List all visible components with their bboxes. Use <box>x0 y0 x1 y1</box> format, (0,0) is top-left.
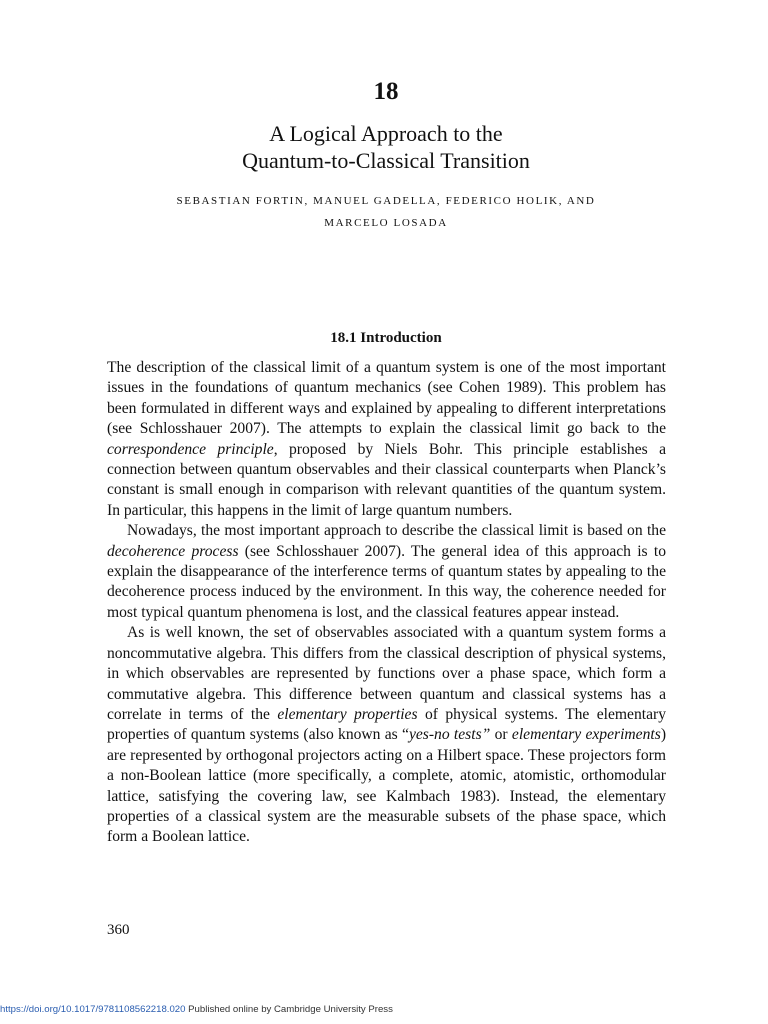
paragraph-1 <box>107 358 666 521</box>
page-number: 360 <box>107 922 130 938</box>
chapter-authors <box>0 190 768 234</box>
paragraph-2 <box>107 521 666 623</box>
paragraph-3 <box>107 623 666 847</box>
body-text <box>107 358 666 848</box>
paragraph-1-text-a: The description of the classical limit of a quantum system is one of the most important issues in the foundations of quantum mechanics (see Cohen 1989). This problem has been formulated in different ways and explained by appealing to different interpretations (see Schlosshauer 2007). The attempts to explain the classical limit go back to the <box>107 359 666 438</box>
section-heading: 18.1 Introduction <box>330 330 442 346</box>
paragraph-1-text-b: , proposed by Niels Bohr. This principle establishes a connection between quantum observables and their classical counterparts when Planck’s constant is small enough in comparison with relevant quantities of the quantum system. In particular, this happens in the limit of large quantum numbers. <box>107 440 666 519</box>
chapter-title <box>0 120 768 174</box>
paragraph-3-text-a: As is well known, the set of observables associated with a quantum system forms a noncommutative algebra. This differs from the classical description of physical systems, in which observables are represented by functions over a phase space, which form a commutative algebra. This difference between quantum and classical systems has a correlate in terms of the <box>107 624 666 723</box>
chapter-title-line-1: A Logical Approach to the <box>269 121 503 146</box>
paragraph-3-text-b: of physical systems. The elementary properties of quantum systems (also known as “ <box>107 705 666 744</box>
chapter-title-line-2: Quantum-to-Classical Transition <box>242 148 530 173</box>
footer <box>0 1004 393 1015</box>
authors-line-1: SEBASTIAN FORTIN, MANUEL GADELLA, FEDERICO HOLIK, AND <box>176 195 596 207</box>
paragraph-3-emphasis-3: elementary experiments <box>511 726 661 744</box>
paragraph-3-emphasis-1: elementary properties <box>277 705 418 723</box>
paragraph-3-emphasis-2: yes-no tests” <box>408 726 491 744</box>
authors-line-2: MARCELO LOSADA <box>324 217 448 229</box>
paragraph-3-text-c: or <box>490 726 512 744</box>
doi-link[interactable]: https://doi.org/10.1017/9781108562218.020 <box>0 1004 186 1015</box>
paragraph-2-text-a: Nowadays, the most important approach to describe the classical limit is based on the <box>127 522 666 540</box>
paragraph-1-emphasis: correspondence principle <box>107 440 274 458</box>
paragraph-3-text-d: ) are represented by orthogonal projectors acting on a Hilbert space. These projectors form a non-Boolean lattice (more specifically, a complete, atomic, atomistic, orthomodular lattice, satisfying the covering law, see Kalmbach 1983). Instead, the elementary properties of a classical system are the measurable subsets of the phase space, which form a Boolean lattice. <box>107 726 667 846</box>
chapter-number: 18 <box>373 78 399 105</box>
paragraph-2-emphasis: decoherence process <box>107 542 239 560</box>
published-note: Published online by Cambridge University Press <box>185 1004 393 1015</box>
paragraph-2-text-b: (see Schlosshauer 2007). The general idea of this approach is to explain the disappearance of the interference terms of quantum states by appealing to the decoherence process induced by the environment. In this way, the coherence needed for most typical quantum phenomena is lost, and the classical features appear instead. <box>107 542 667 621</box>
